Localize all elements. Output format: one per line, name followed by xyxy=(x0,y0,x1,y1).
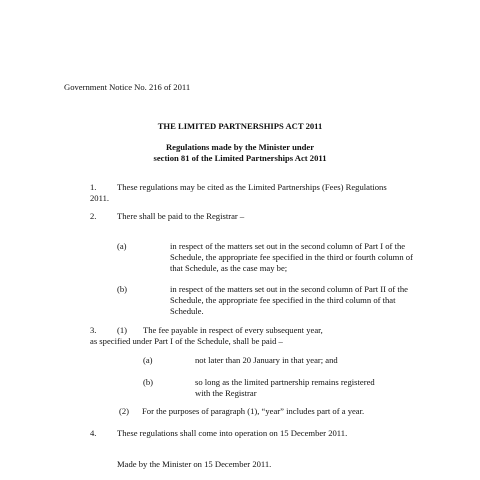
para-3-sub-2-text: For the purposes of paragraph (1), “year” includes part of a year. xyxy=(142,406,365,416)
para-3-sub-1-label: (1) xyxy=(117,325,128,335)
para-1-line-2: 2011. xyxy=(90,193,110,203)
para-3-item-a-line: not later than 20 January in that year; and xyxy=(195,355,338,365)
para-3-number: 3. xyxy=(90,325,97,335)
para-3-sub-2-label: (2) xyxy=(119,406,130,416)
para-3-item-b-label: (b) xyxy=(143,377,154,387)
para-3-item-b-line: so long as the limited partnership remains registered xyxy=(195,377,375,387)
made-by-line: Made by the Minister on 15 December 2011. xyxy=(117,459,272,469)
subtitle-line-1: Regulations made by the Minister under xyxy=(165,142,315,152)
para-2-item-a-line: in respect of the matters set out in the second column of Part I of the xyxy=(170,241,406,251)
para-4-number: 4. xyxy=(90,428,97,438)
act-title: THE LIMITED PARTNERSHIPS ACT 2011 xyxy=(157,121,323,131)
para-2-text: There shall be paid to the Registrar – xyxy=(117,211,245,221)
para-2-item-b-line: Schedule, the appropriate fee specified in the third column of that xyxy=(170,295,396,305)
para-1-line-1: These regulations may be cited as the Limited Partnerships (Fees) Regulations xyxy=(117,182,387,192)
para-3-line-2: as specified under Part I of the Schedule, shall be paid – xyxy=(90,336,283,346)
para-2-item-a-line: Schedule, the appropriate fee specified in the third or fourth column of xyxy=(170,252,413,262)
para-2-item-b-line: in respect of the matters set out in the second column of Part II of the xyxy=(170,284,408,294)
para-2-number: 2. xyxy=(90,211,97,221)
para-2-item-a-line: that Schedule, as the case may be; xyxy=(170,263,288,273)
para-2-item-a-label: (a) xyxy=(117,241,127,251)
para-3-line-1: The fee payable in respect of every subsequent year, xyxy=(143,325,323,335)
para-3-item-b-line: with the Registrar xyxy=(195,388,257,398)
para-1-number: 1. xyxy=(90,182,97,192)
subtitle-line-2: section 81 of the Limited Partnerships Act 2011 xyxy=(153,153,327,163)
para-3-item-a-label: (a) xyxy=(143,355,153,365)
para-2-item-b-line: Schedule. xyxy=(170,306,204,316)
para-2-item-b-label: (b) xyxy=(117,284,128,294)
notice-number: Government Notice No. 216 of 2011 xyxy=(64,82,191,92)
para-4-text: These regulations shall come into operation on 15 December 2011. xyxy=(117,428,348,438)
